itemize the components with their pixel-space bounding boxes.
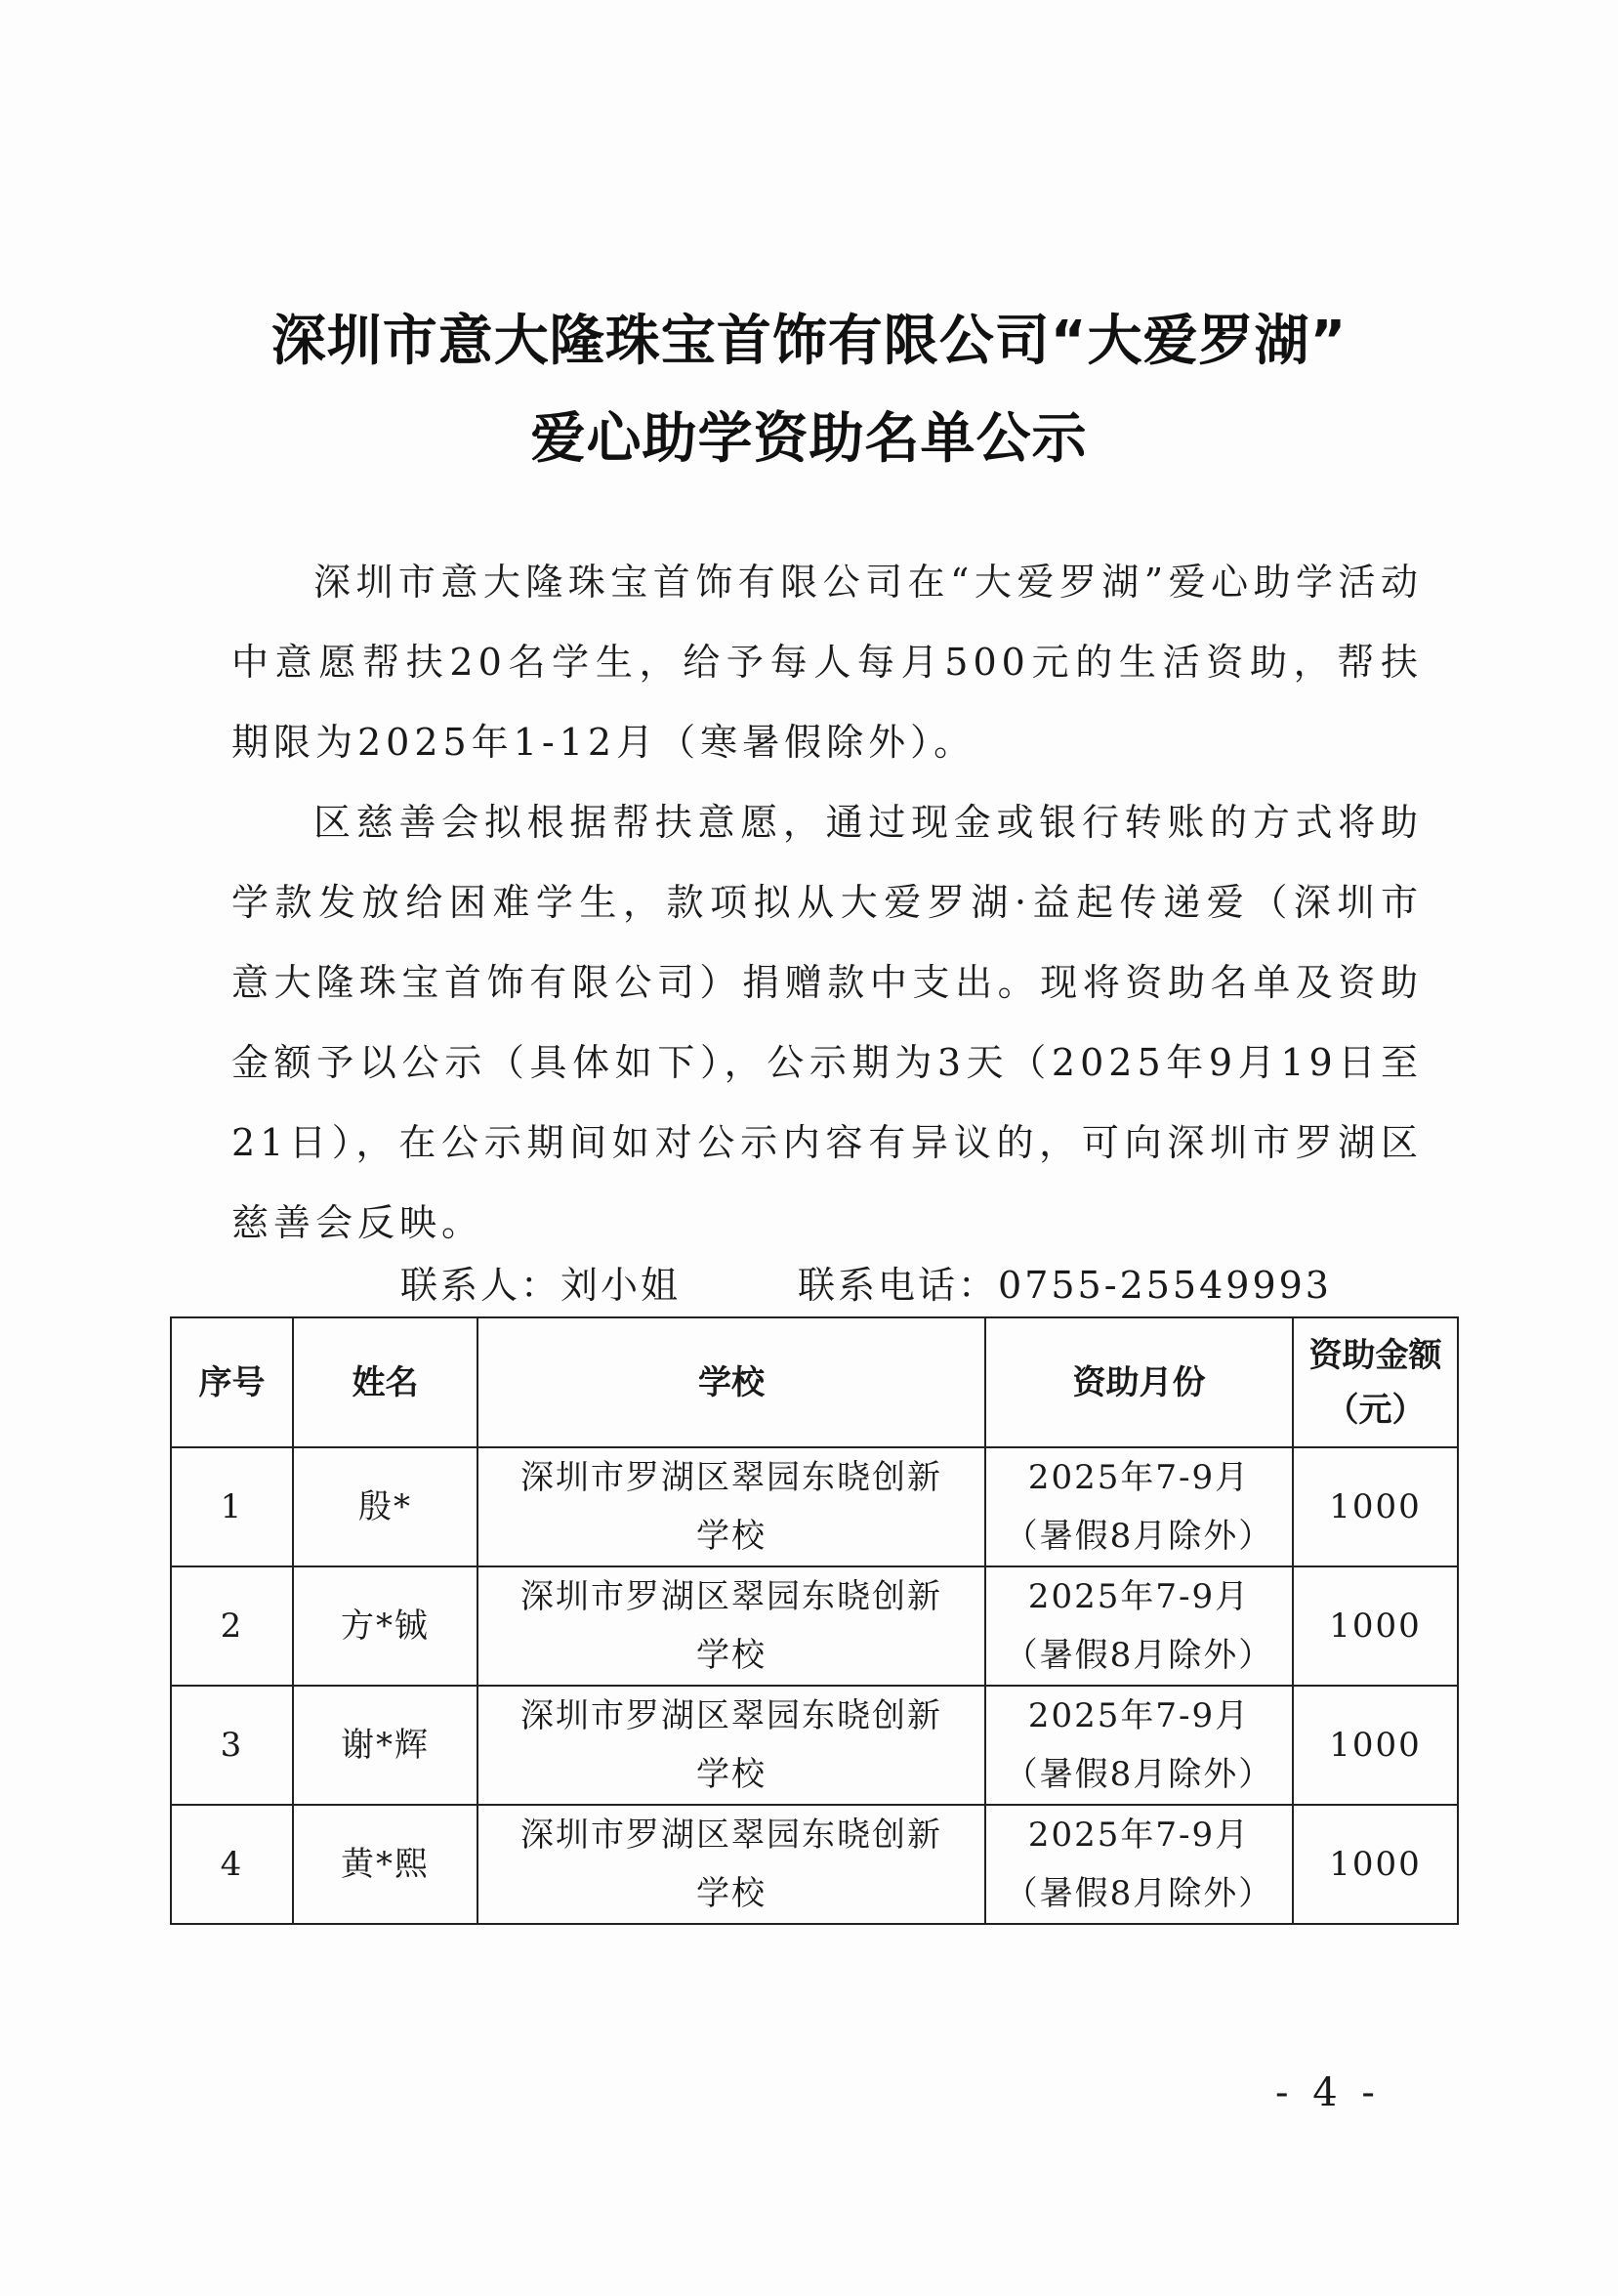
header-school: 学校	[477, 1317, 985, 1447]
paragraph-1: 深圳市意大隆珠宝首饰有限公司在“大爱罗湖”爱心助学活动中意愿帮扶20名学生，给予每人每月500元的生活资助，帮扶期限为2025年1-12月（寒暑假除外）。	[231, 561, 1423, 764]
header-name: 姓名	[293, 1317, 477, 1447]
cell-months-line-2: （暑假8月除外）	[1004, 1874, 1274, 1913]
table-row	[171, 1805, 1458, 1924]
cell-months-line-2: （暑假8月除外）	[1004, 1755, 1274, 1794]
cell-school-line-1: 深圳市罗湖区翠园东晓创新	[520, 1816, 942, 1855]
cell-name: 殷*	[293, 1447, 477, 1566]
cell-amount: 1000	[1293, 1566, 1458, 1686]
document-title	[137, 293, 1481, 488]
cell-amount: 1000	[1293, 1805, 1458, 1924]
paragraph-2: 区慈善会拟根据帮扶意愿，通过现金或银行转账的方式将助学款发放给困难学生，款项拟从大爱罗湖·益起传递爱（深圳市意大隆珠宝首饰有限公司）捐赠款中支出。现将资助名单及资助金额予以公示（具体如下），公示期为3天（2025年9月19日至21日），在公示期间如对公示内容有异议的，可向深圳市罗湖区慈善会反映。	[231, 801, 1423, 1244]
table-row	[171, 1686, 1458, 1805]
page-number: - 4 -	[1275, 2070, 1381, 2115]
header-months: 资助月份	[985, 1317, 1293, 1447]
cell-months	[985, 1805, 1293, 1924]
cell-months-line-1: 2025年7-9月	[1027, 1816, 1251, 1855]
cell-school-line-2: 学校	[696, 1517, 767, 1556]
cell-months-line-2: （暑假8月除外）	[1004, 1517, 1274, 1556]
table-row	[171, 1566, 1458, 1686]
cell-months-line-1: 2025年7-9月	[1027, 1458, 1251, 1497]
cell-school-line-1: 深圳市罗湖区翠园东晓创新	[520, 1696, 942, 1735]
cell-school-line-2: 学校	[696, 1755, 767, 1794]
cell-months-line-1: 2025年7-9月	[1027, 1696, 1251, 1735]
cell-name: 谢*辉	[293, 1686, 477, 1805]
cell-school-line-2: 学校	[696, 1874, 767, 1913]
cell-months	[985, 1447, 1293, 1566]
recipient-table	[170, 1316, 1459, 1925]
cell-school-line-1: 深圳市罗湖区翠园东晓创新	[520, 1577, 942, 1616]
title-line-2: 爱心助学资助名单公示	[530, 407, 1088, 471]
cell-index: 2	[171, 1566, 293, 1686]
body-text	[231, 542, 1423, 1263]
cell-school-line-2: 学校	[696, 1636, 767, 1675]
cell-name: 方*铖	[293, 1566, 477, 1686]
cell-school	[477, 1805, 985, 1924]
cell-months	[985, 1686, 1293, 1805]
cell-amount: 1000	[1293, 1686, 1458, 1805]
cell-months-line-2: （暑假8月除外）	[1004, 1636, 1274, 1675]
header-amount-line-1: 资助金额	[1308, 1335, 1442, 1375]
cell-months-line-1: 2025年7-9月	[1027, 1577, 1251, 1616]
cell-name: 黄*熙	[293, 1805, 477, 1924]
header-index: 序号	[171, 1317, 293, 1447]
cell-amount: 1000	[1293, 1447, 1458, 1566]
cell-index: 3	[171, 1686, 293, 1805]
contact-line	[400, 1256, 1332, 1315]
table-row	[171, 1447, 1458, 1566]
cell-school-line-1: 深圳市罗湖区翠园东晓创新	[520, 1458, 942, 1497]
cell-index: 1	[171, 1447, 293, 1566]
contact-person: 联系人：刘小姐	[400, 1264, 682, 1307]
table-header-row	[171, 1317, 1458, 1447]
title-line-1: 深圳市意大隆珠宝首饰有限公司“大爱罗湖”	[270, 310, 1348, 373]
cell-school	[477, 1686, 985, 1805]
cell-index: 4	[171, 1805, 293, 1924]
cell-months	[985, 1566, 1293, 1686]
header-amount-line-2: （元）	[1325, 1390, 1426, 1430]
header-amount	[1293, 1317, 1458, 1447]
cell-school	[477, 1447, 985, 1566]
cell-school	[477, 1566, 985, 1686]
contact-phone: 联系电话：0755-25549993	[798, 1264, 1332, 1307]
